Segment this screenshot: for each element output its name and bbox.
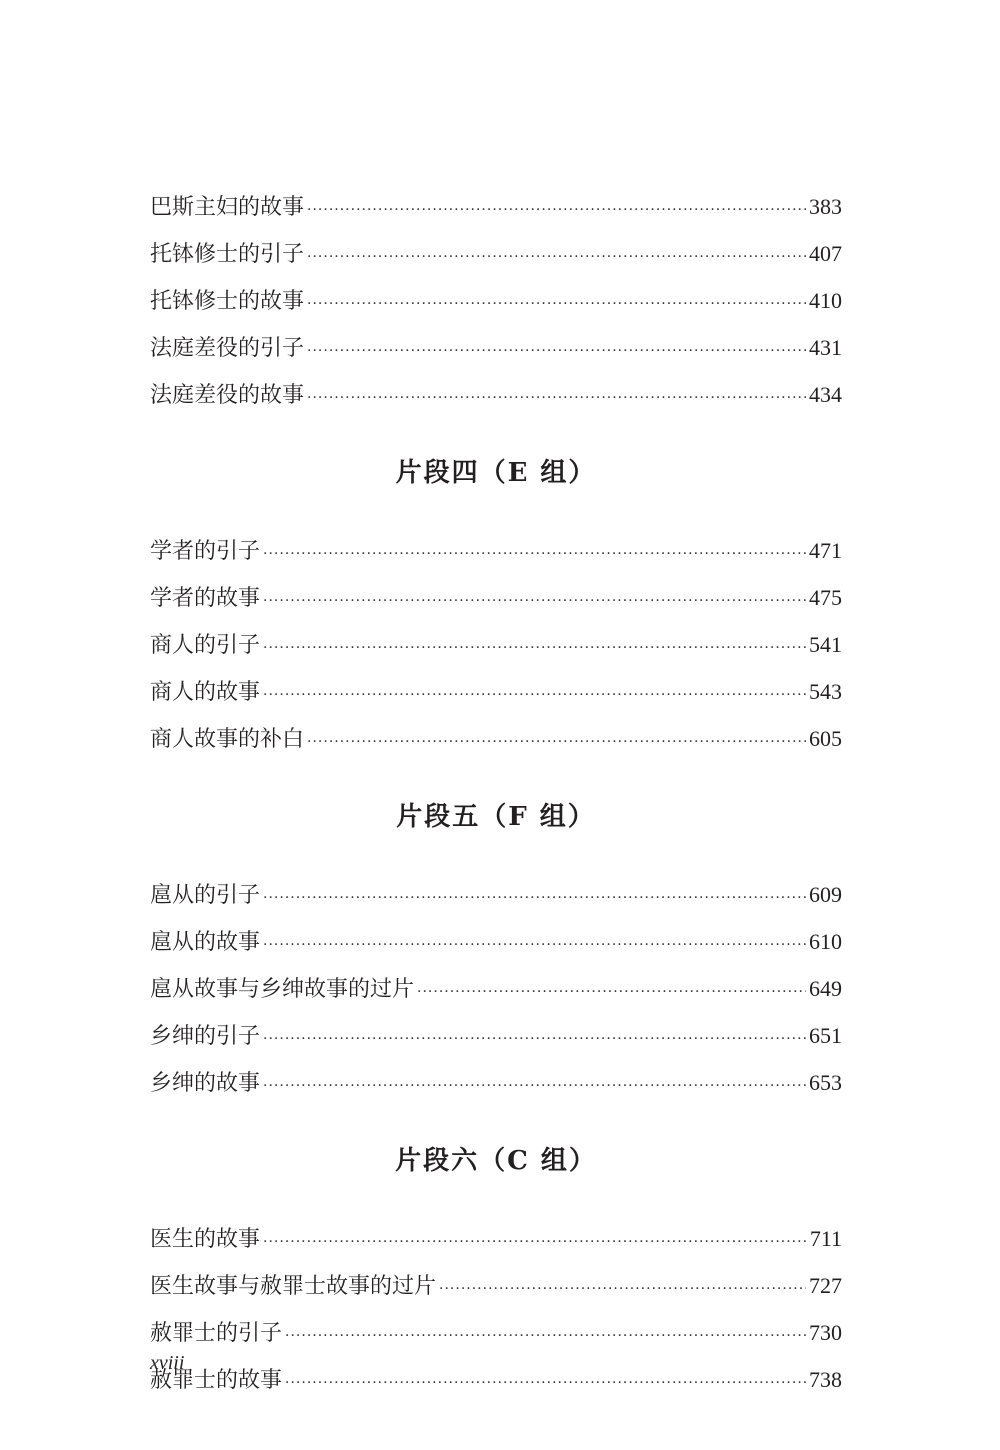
toc-entry-page-number: 383: [809, 194, 842, 219]
dot-leader: [263, 531, 806, 578]
toc-entry: [150, 324, 842, 371]
toc-entry-page-number: 475: [809, 585, 842, 610]
toc-entry-page-number: 649: [809, 976, 842, 1001]
toc-entry: [150, 1059, 842, 1106]
toc-entry-title: 学者的故事: [150, 586, 261, 611]
toc-entry: [150, 574, 842, 621]
toc-entry: [150, 965, 842, 1012]
toc-entry-title: 扈从故事与乡绅故事的过片: [150, 977, 415, 1002]
toc-entry-title: 学者的引子: [150, 539, 261, 564]
toc-entry-page-number: 653: [809, 1070, 842, 1095]
toc-entry-title: 乡绅的引子: [150, 1024, 261, 1049]
dot-leader: [439, 1266, 806, 1313]
dot-leader: [263, 672, 806, 719]
dot-leader: [263, 1063, 806, 1110]
toc-entry-title: 商人故事的补白: [150, 727, 305, 752]
toc-entry-page-number: 471: [809, 538, 842, 563]
toc-entry: [150, 1215, 842, 1262]
toc-entry-page-number: 431: [809, 335, 842, 360]
toc-entry-title: 托钵修士的引子: [150, 242, 305, 267]
toc-entry-title: 托钵修士的故事: [150, 289, 305, 314]
dot-leader: [307, 234, 806, 281]
dot-leader: [263, 1219, 807, 1266]
toc-entry: [150, 230, 842, 277]
toc-entry: [150, 1012, 842, 1059]
section-heading: 片段六（C 组）: [395, 1146, 597, 1176]
toc-entry-page-number: 541: [809, 632, 842, 657]
section-heading: 片段五（F 组）: [396, 802, 596, 832]
dot-leader: [307, 187, 806, 234]
toc-entry: [150, 527, 842, 574]
toc-entry-page-number: 410: [809, 288, 842, 313]
toc-entry-title: 医生故事与赦罪士故事的过片: [150, 1274, 437, 1299]
toc-entry-title: 赦罪士的故事: [150, 1368, 283, 1393]
toc-entry: [150, 918, 842, 965]
toc-entry-title: 医生的故事: [150, 1227, 261, 1252]
section-heading: 片段四（E 组）: [395, 458, 597, 488]
dot-leader: [417, 969, 806, 1016]
dot-leader: [263, 875, 806, 922]
toc-entry: [150, 871, 842, 918]
toc-entry: [150, 621, 842, 668]
toc-entry-page-number: 730: [809, 1320, 842, 1345]
toc-entry: [150, 715, 842, 762]
dot-leader: [285, 1313, 806, 1360]
toc-entry-title: 赦罪士的引子: [150, 1321, 283, 1346]
toc-entry-page-number: 605: [809, 726, 842, 751]
toc-entry: [150, 668, 842, 715]
toc-entry: [150, 371, 842, 418]
dot-leader: [307, 719, 806, 766]
toc-entry-page-number: 610: [809, 929, 842, 954]
dot-leader: [307, 328, 806, 375]
toc-entry-page-number: 738: [809, 1367, 842, 1392]
toc-entry: [150, 183, 842, 230]
toc-entry-title: 商人的引子: [150, 633, 261, 658]
toc-entry-page-number: 727: [809, 1273, 842, 1298]
toc-entry-page-number: 407: [809, 241, 842, 266]
dot-leader: [263, 578, 806, 625]
dot-leader: [263, 625, 806, 672]
dot-leader: [307, 281, 806, 328]
table-of-contents: [150, 183, 842, 1403]
toc-entry-page-number: 651: [809, 1023, 842, 1048]
toc-entry-page-number: 711: [809, 1226, 842, 1251]
dot-leader: [307, 375, 806, 422]
toc-entry: [150, 277, 842, 324]
toc-entry-title: 商人的故事: [150, 680, 261, 705]
toc-entry-title: 法庭差役的引子: [150, 336, 305, 361]
toc-entry: [150, 1356, 842, 1403]
toc-entry-page-number: 434: [809, 382, 842, 407]
dot-leader: [263, 922, 806, 969]
toc-entry-title: 法庭差役的故事: [150, 383, 305, 408]
dot-leader: [263, 1016, 806, 1063]
toc-entry: [150, 1262, 842, 1309]
dot-leader: [285, 1360, 806, 1407]
toc-entry-page-number: 609: [809, 882, 842, 907]
toc-entry-title: 乡绅的故事: [150, 1071, 261, 1096]
toc-entry-title: 扈从的故事: [150, 930, 261, 955]
toc-entry-title: 扈从的引子: [150, 883, 261, 908]
toc-entry: [150, 1309, 842, 1356]
page-folio: xviii: [150, 1352, 185, 1374]
toc-entry-page-number: 543: [809, 679, 842, 704]
toc-entry-title: 巴斯主妇的故事: [150, 195, 305, 220]
